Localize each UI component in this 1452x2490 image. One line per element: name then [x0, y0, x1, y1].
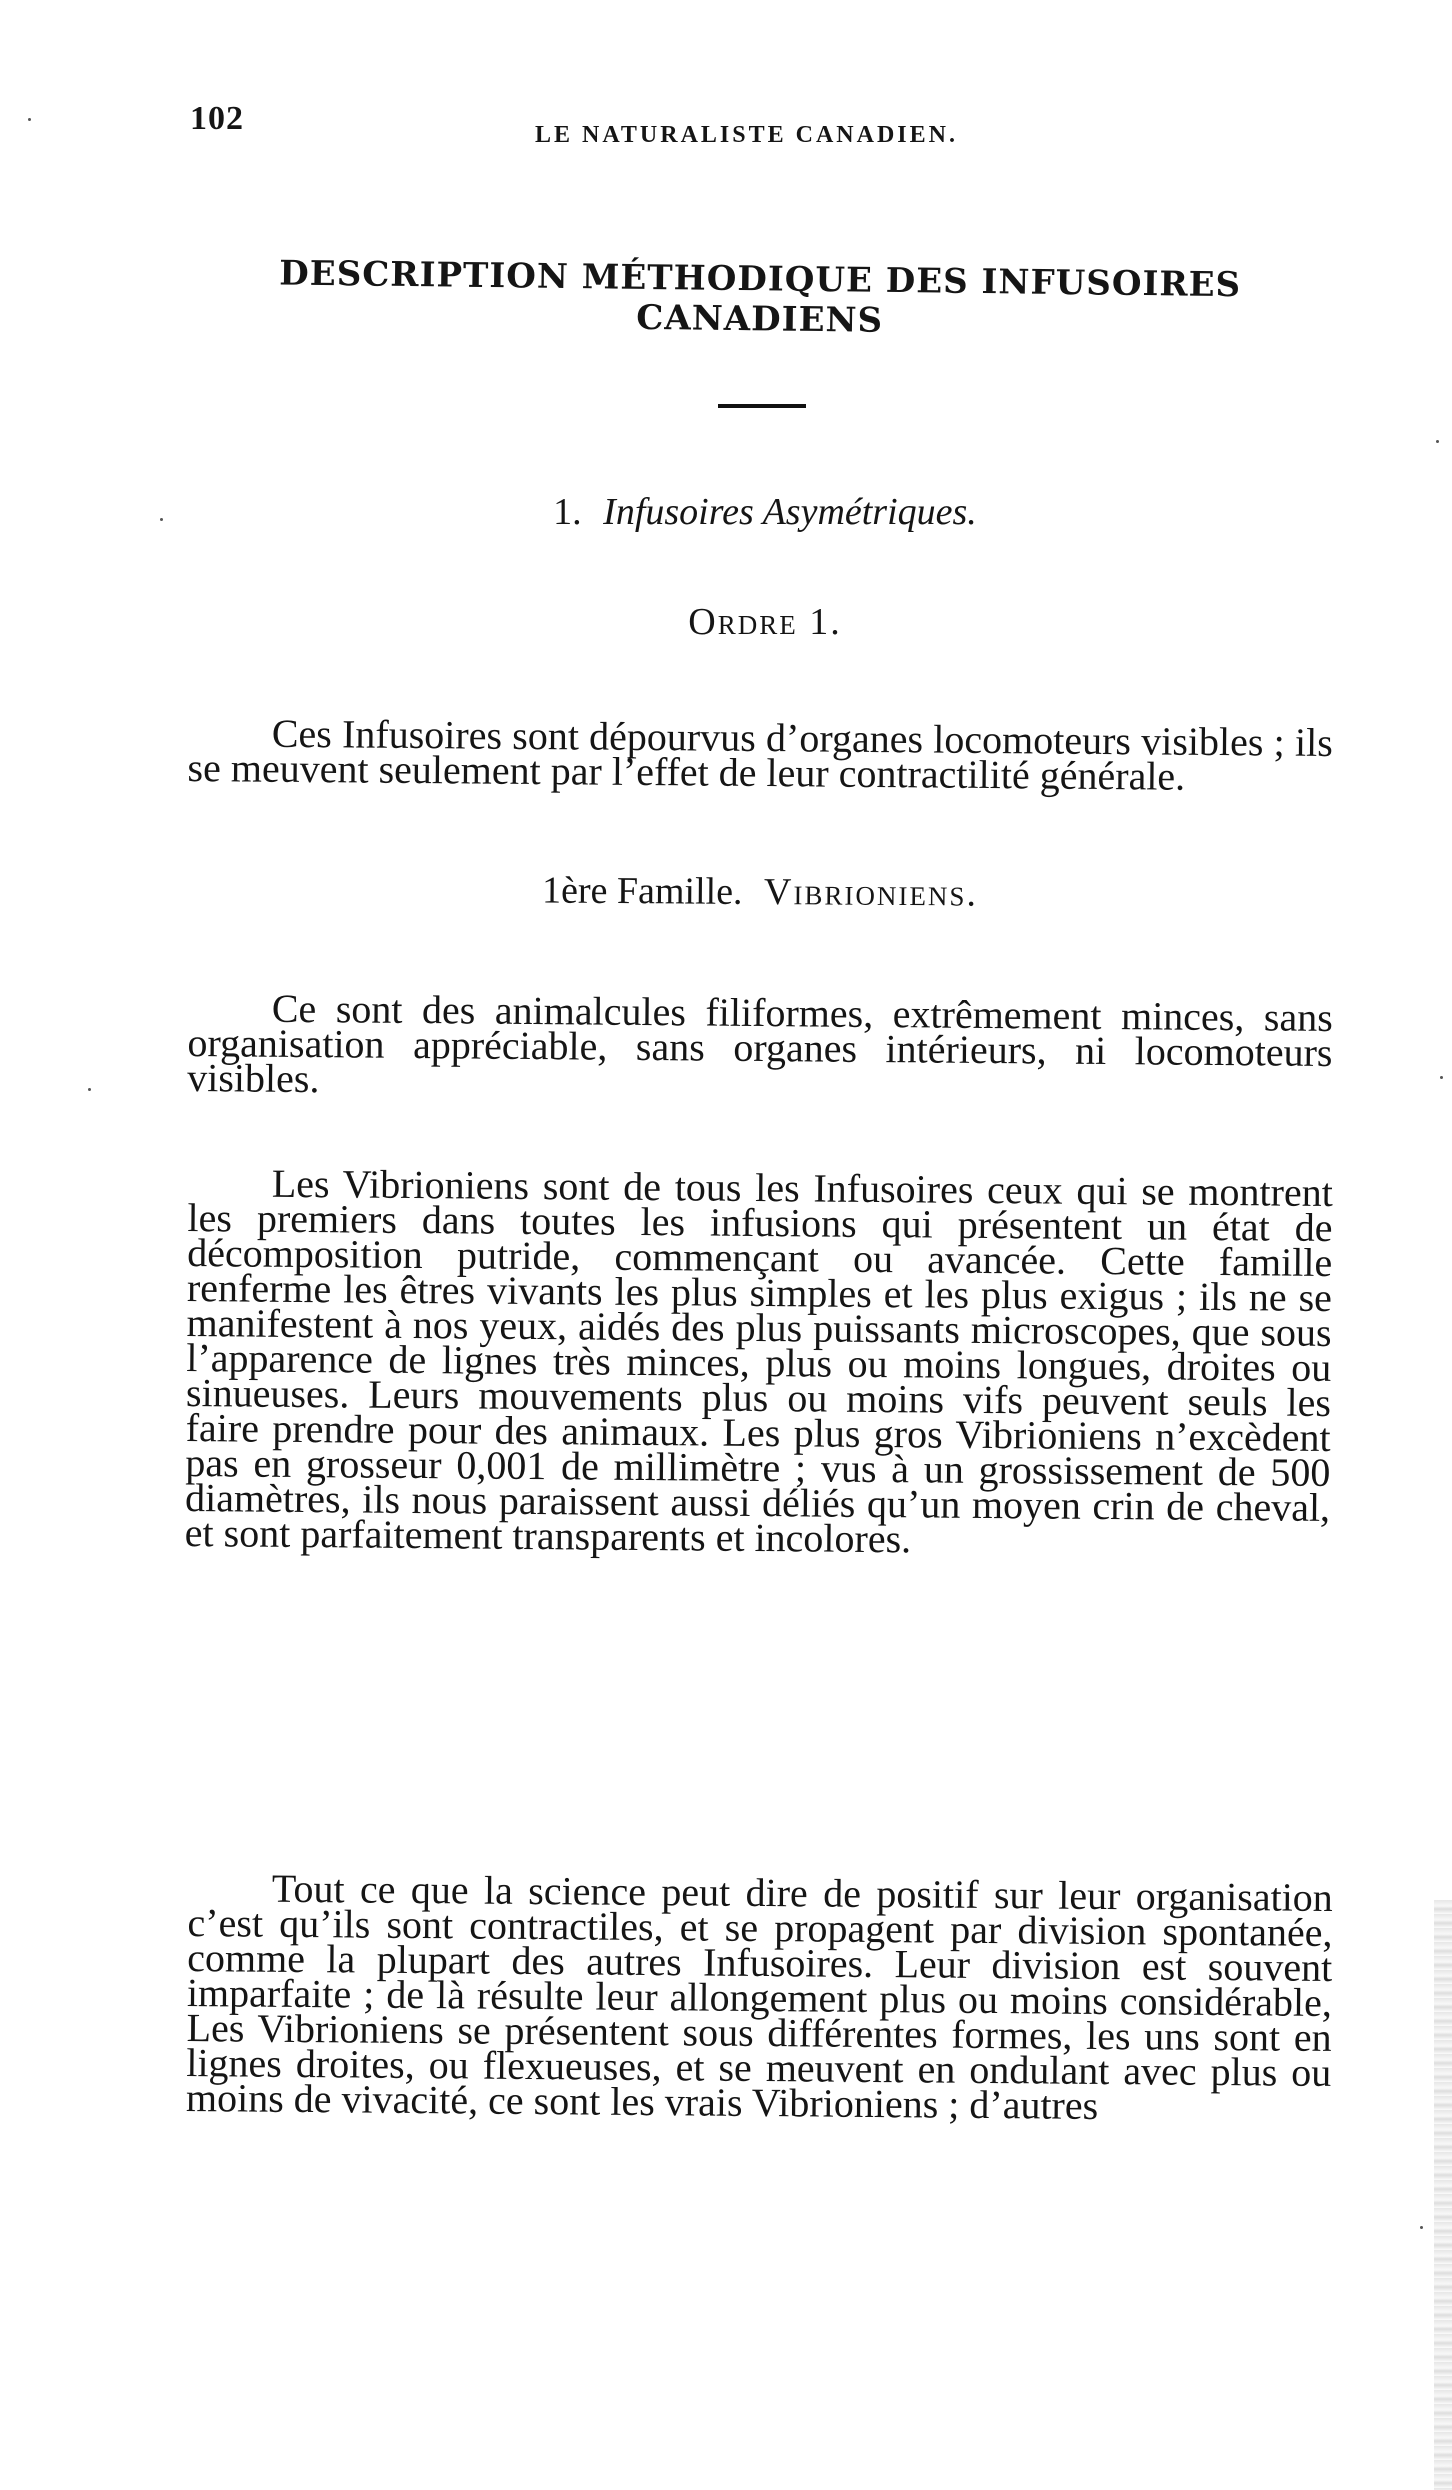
page-header — [190, 100, 1040, 160]
section-heading — [200, 490, 1330, 534]
section-number: 1. — [553, 491, 582, 533]
family-paragraph-2: Les Vibrioniens sont de tous les Infusoires ceux qui se montrent les premiers dans toutes les infusions qui présentent un état de décomposition putride, commençant ou avancée. Cette famille renferme les êtres vivants les plus simples et les plus exigus ; ils ne se manifestent à nos yeux, aidés des plus puissants microscopes, que sous l’apparence de lignes très minces, plus ou moins longues, droites ou sinueuses. Leurs mouvements plus ou moins vifs peuvent seuls les faire prendre pour des animaux. Les plus gros Vibrioniens n’excèdent pas en grosseur 0,001 de millimètre ; vus à un grossissement de 500 diamètres, ils nous paraissent aussi déliés qu’un moyen crin de cheval, et sont parfaitement transparents et incolores. — [184, 1160, 1334, 1562]
family-heading — [190, 866, 1330, 918]
family-label: 1ère Famille. — [541, 869, 743, 913]
order-heading: Ordre 1. — [688, 601, 842, 643]
page-number: 102 — [190, 100, 244, 137]
scan-speck — [1440, 1076, 1443, 1079]
title-divider — [718, 404, 806, 408]
scan-speck — [88, 1088, 91, 1091]
scan-speck — [1420, 2226, 1423, 2229]
family-paragraph-1: Ce sont des animalcules filiformes, extrêmement minces, sans organisation appréciable, sans organes intérieurs, ni locomoteurs visibles. — [187, 985, 1334, 1102]
article-title: DESCRIPTION MÉTHODIQUE DES INFUSOIRES CANADIENS — [279, 253, 1242, 341]
scan-speck — [28, 118, 31, 121]
running-head: LE NATURALISTE CANADIEN. — [535, 122, 958, 148]
scan-speck — [1436, 440, 1439, 443]
scan-edge-noise — [1434, 1900, 1452, 2490]
family-paragraph-3: Tout ce que la science peut dire de positif sur leur organisation c’est qu’ils sont contractiles, et se propagent par division spontanée, comme la plupart des autres Infusoires. Leur division est souvent imparfaite ; de là résulte leur allongement plus ou moins considérable, Les Vibrioniens se présentent sous différentes formes, les uns sont en lignes droites, ou flexueuses, et se meuvent en ondulant avec plus ou moins de vivacité, ce sont les vrais Vibrioniens ; d’autres — [185, 1865, 1334, 2128]
family-name: Vibrioniens. — [763, 871, 979, 915]
section-name: Infusoires Asymétriques. — [603, 491, 977, 533]
order-paragraph: Ces Infusoires sont dépourvus d’organes locomoteurs visibles ; ils se meuvent seulement par l’effet de leur contractilité générale. — [187, 710, 1334, 799]
scan-speck — [160, 518, 163, 521]
